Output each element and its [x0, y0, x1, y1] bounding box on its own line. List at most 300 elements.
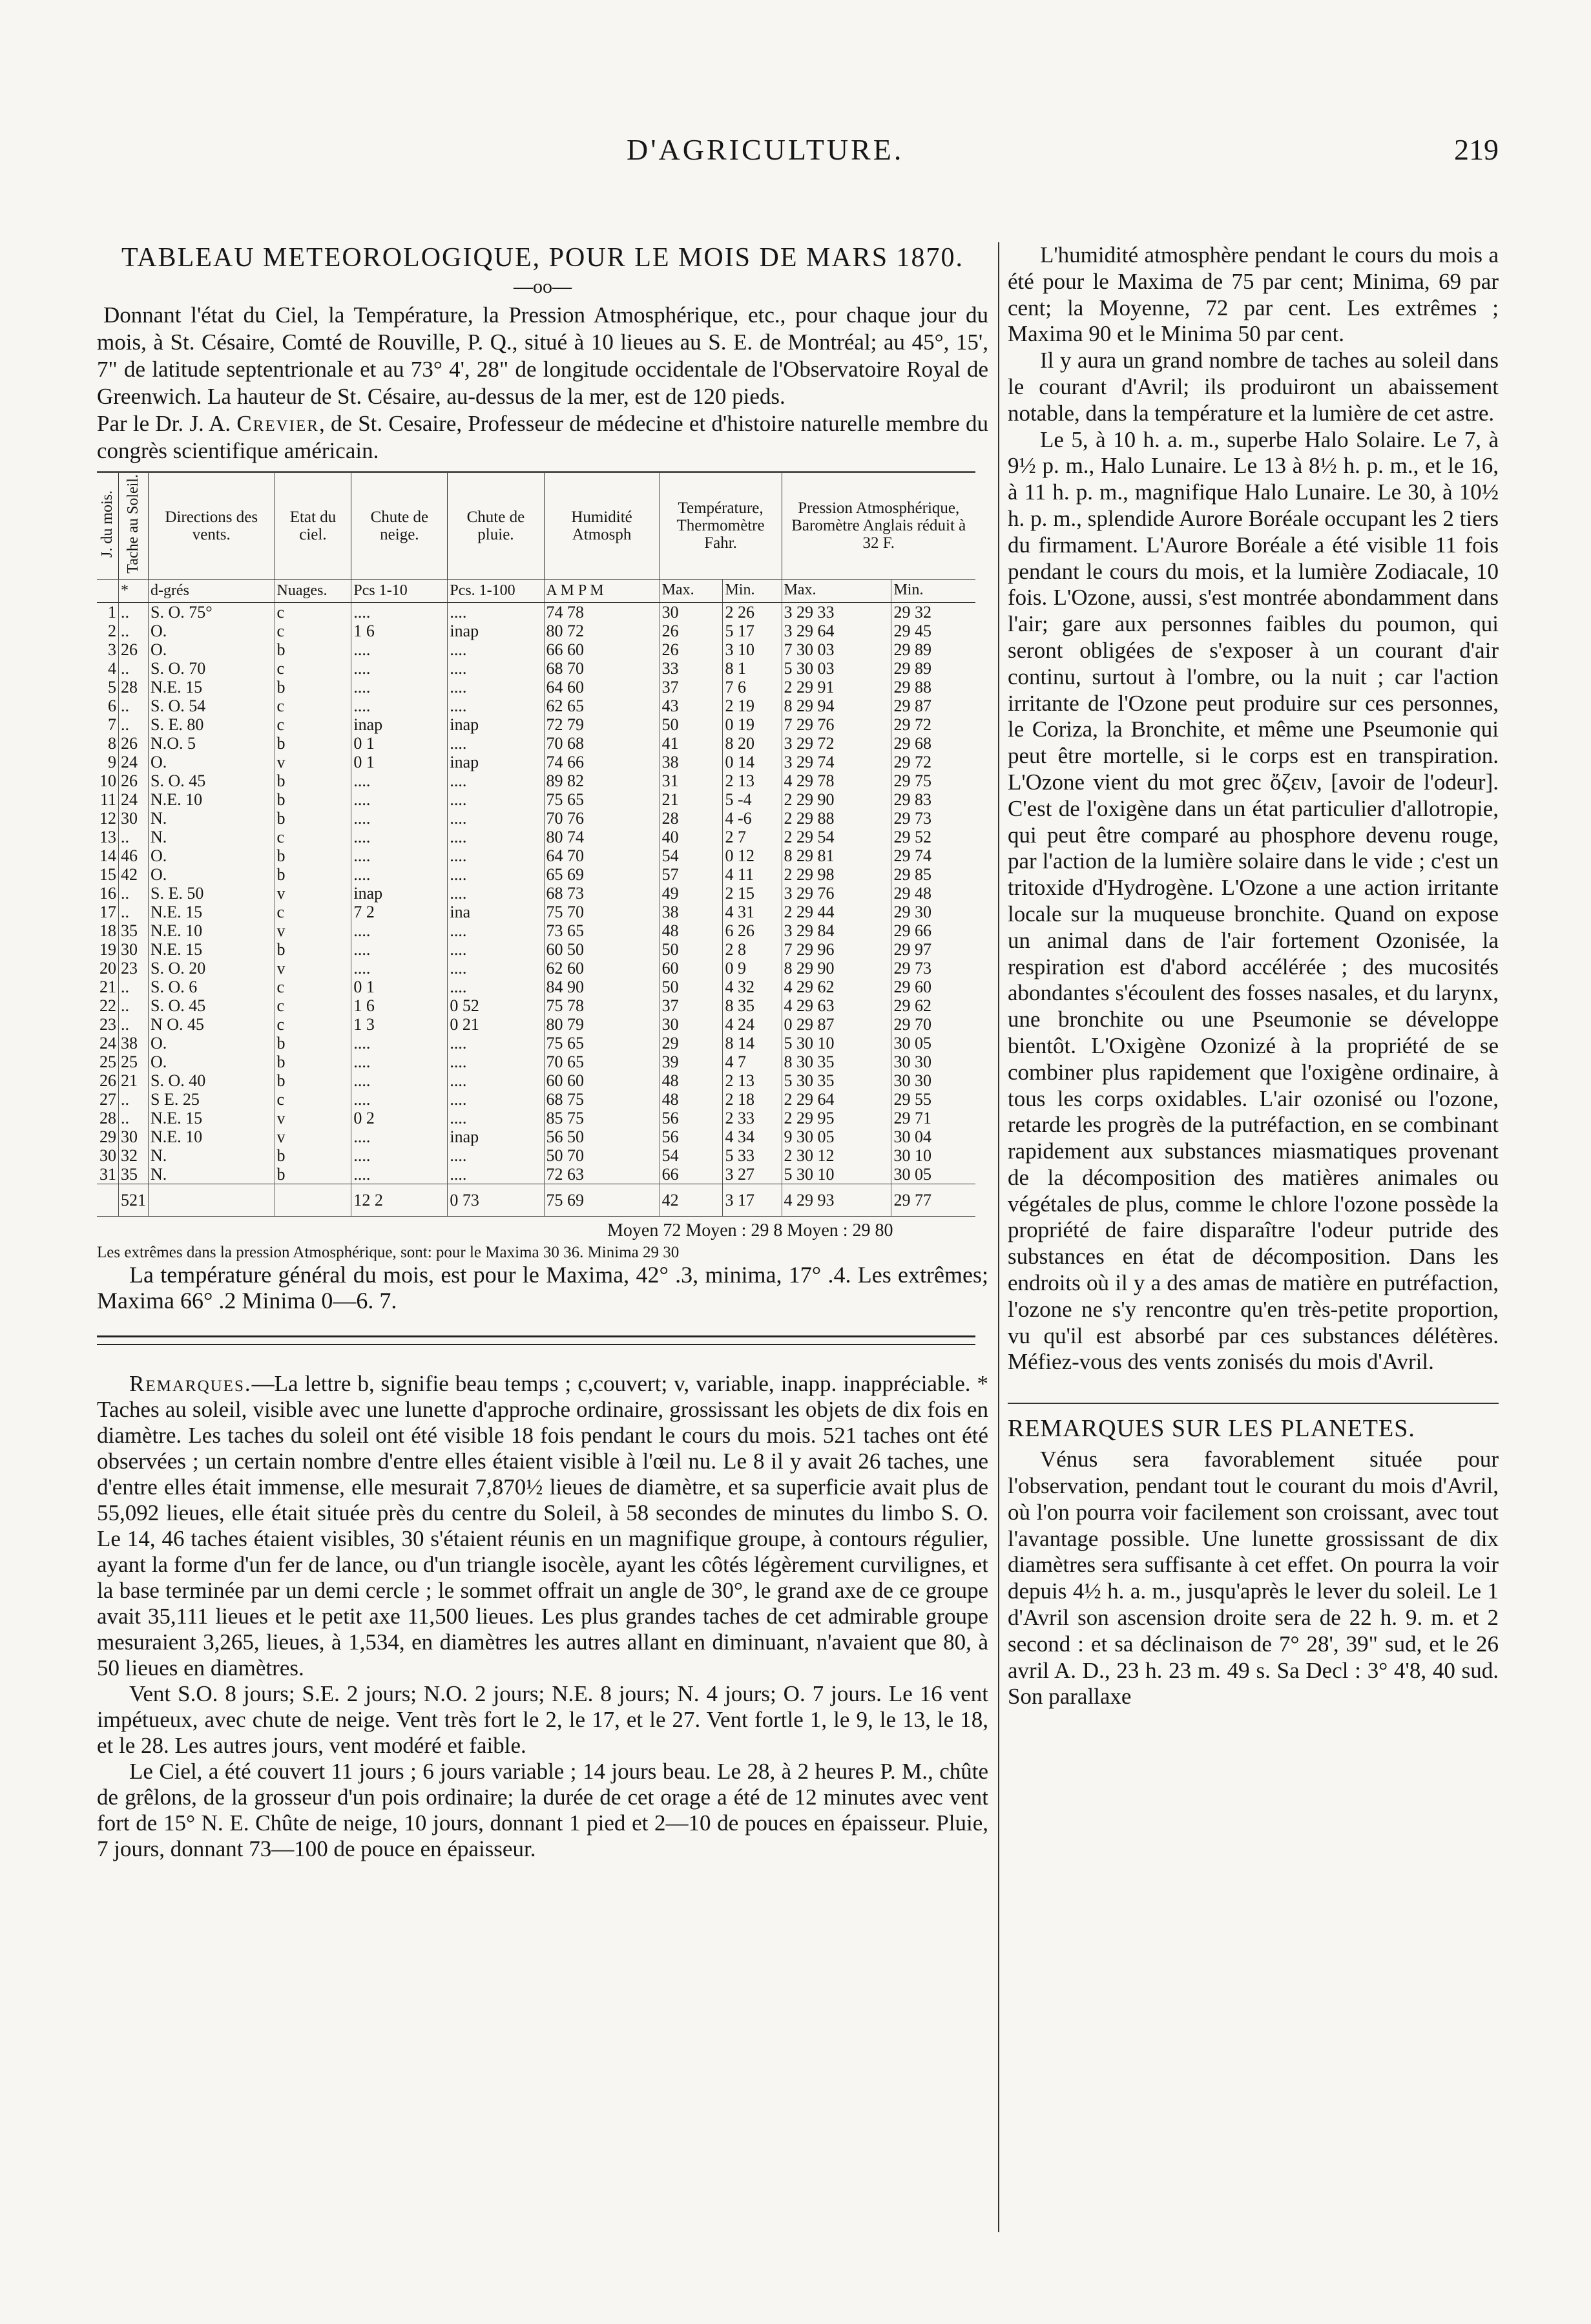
table-cell: 0 1 [351, 734, 448, 753]
table-cell: c [275, 659, 351, 678]
remarks-paragraph [97, 1371, 988, 1681]
table-cell: 29 77 [891, 1184, 975, 1216]
table-cell: .... [448, 846, 544, 865]
table-cell: 29 75 [891, 771, 975, 790]
table-cell: 15 [99, 864, 116, 884]
table-cell: d-grés [149, 579, 275, 602]
page-header [110, 132, 1499, 171]
table-cell: 50 [660, 978, 723, 996]
remarks-text: —La lettre b, signifie beau temps ; c,couvert; v, variable, inapp. inappréciable. * Taches au soleil, visible avec une lunette d'approche ordinaire, grossissant les objets de dix fois en diamètre. Les taches du soleil ont été visible 18 fois pendant le cours du mois. 521 taches ont été observées ; un certain nombre d'entre elles étaient visible à l'œil nu. Le 8 il y avait 26 taches, une d'entre elles était immense, elle mesurait 7,870½ lieues de diamètre, et sa superficie avait plus de 55,092 lieues, elle était située près du centre du Soleil, à 58 secondes de minutes du limbo S. O. Le 14, 46 taches étaient visibles, 30 s'étaient réunis en un magnifique groupe, à contours régulier, ayant la forme d'un fer de lance, ou d'un triangle isocèle, ayant les côtés légèrement curvilignes, et la base terminée par un demi cercle ; le sommet offrait un angle de 30°, le grand axe de ce groupe avait 35,111 lieues et le petit axe 11,500 lieues. Les plus grandes taches de cet admirable groupe mesuraient 3,265, lieues, à 1,534, en diamètres les autres allant en diminuant, n'avaient que 80, à 50 lieues en diamètres. [97, 1370, 988, 1680]
table-cell: Pcs 1-10 [351, 579, 448, 602]
col-jour: J. du mois. [97, 472, 119, 580]
table-cell: 38 [119, 1034, 149, 1052]
table-cell: v [275, 884, 351, 903]
table-cell: 42 [660, 1184, 723, 1216]
table-row [97, 978, 975, 996]
table-cell: 521 [119, 1184, 149, 1216]
table-cell: .. [119, 828, 149, 846]
table-cell: 30 05 [891, 1034, 975, 1052]
table-cell: .. [119, 1015, 149, 1034]
table-cell: 35 [119, 921, 149, 940]
table-cell: S. O. 45 [149, 996, 275, 1015]
humidity-paragraph: L'humidité atmosphère pendant le cours du mois a été pour le Maxima de 75 par cent; Minima, 69 par cent; la Moyenne, 72 par cent. Les extrêmes ; Maxima 90 et le Minima 50 par cent. [1008, 242, 1499, 347]
table-cell: 68 73 [544, 884, 660, 903]
table-cell: S. E. 80 [149, 715, 275, 734]
table-cell: 32 [119, 1146, 149, 1165]
table-cell: 11 [99, 790, 116, 809]
table-cell: 1 [108, 602, 116, 622]
table-cell: 26 [660, 640, 723, 659]
table-cell: 35 [119, 1165, 149, 1184]
table-cell: 24 [119, 790, 149, 809]
table-cell: 4 [108, 658, 116, 678]
table-cell: 10 [99, 771, 116, 790]
table-cell: N.E. 15 [149, 903, 275, 921]
table-cell: c [275, 696, 351, 715]
table-row [97, 884, 975, 903]
table-cell: 27 [99, 1089, 116, 1109]
table-cell: O. [149, 753, 275, 771]
table-cell: 26 [660, 622, 723, 640]
table-cell: 20 [99, 958, 116, 978]
table-cell: 0 14 [723, 753, 782, 771]
table-cell: b [275, 678, 351, 696]
table-cell: .. [119, 659, 149, 678]
table-cell: 2 13 [723, 1071, 782, 1090]
table-cell: S E. 25 [149, 1090, 275, 1109]
table-row [97, 659, 975, 678]
table-cell: 28 [660, 809, 723, 828]
table-cell: c [275, 622, 351, 640]
table-cell: 2 29 64 [782, 1090, 891, 1109]
table-cell: 54 [660, 1146, 723, 1165]
table-cell: N. [149, 1146, 275, 1165]
table-cell: .... [351, 809, 448, 828]
table-cell: inap [448, 753, 544, 771]
table-cell: S. O. 40 [149, 1071, 275, 1090]
table-cell: 29 32 [891, 602, 975, 622]
table-cell: 5 [108, 677, 116, 696]
remarks-label: Remarques. [129, 1370, 252, 1396]
table-cell: .. [119, 1090, 149, 1109]
table-cell: 75 69 [544, 1184, 660, 1216]
table-cell: 2 33 [723, 1109, 782, 1127]
table-cell: b [275, 734, 351, 753]
table-cell: 39 [660, 1052, 723, 1071]
table-cell: 4 29 78 [782, 771, 891, 790]
table-cell: 29 [660, 1034, 723, 1052]
table-cell: 29 73 [891, 959, 975, 978]
table-cell: 30 10 [891, 1146, 975, 1165]
table-cell: 13 [99, 827, 116, 846]
table-cell: .. [119, 903, 149, 921]
table-cell: .... [448, 921, 544, 940]
table-cell: 21 [660, 790, 723, 809]
table-cell: 48 [660, 1090, 723, 1109]
table-cell: .... [351, 828, 448, 846]
table-row [97, 959, 975, 978]
table-cell: 60 50 [544, 940, 660, 959]
table-cell: .... [448, 696, 544, 715]
table-cell: 30 [99, 1146, 116, 1165]
table-cell: 72 79 [544, 715, 660, 734]
table-cell: O. [149, 1052, 275, 1071]
table-cell: 2 29 90 [782, 790, 891, 809]
table-cell: Pcs. 1-100 [448, 579, 544, 602]
table-cell: 4 11 [723, 865, 782, 884]
table-row [97, 715, 975, 734]
table-cell: inap [448, 622, 544, 640]
table-cell: 26 [119, 771, 149, 790]
table-cell: 16 [99, 883, 116, 903]
table-cell: 29 88 [891, 678, 975, 696]
table-cell: N. [149, 1165, 275, 1184]
table-cell: N O. 45 [149, 1015, 275, 1034]
table-cell: 1 3 [351, 1015, 448, 1034]
table-cell: .... [448, 678, 544, 696]
table-cell: 3 17 [723, 1184, 782, 1216]
table-cell: 4 -6 [723, 809, 782, 828]
table-cell: 9 [108, 752, 116, 771]
table-cell: 29 62 [891, 996, 975, 1015]
table-cell: 30 [660, 1015, 723, 1034]
halo-ozone-paragraph: Le 5, à 10 h. a. m., superbe Halo Solaire. Le 7, à 9½ p. m., Halo Lunaire. Le 13 à 8½ h. p. m., et le 16, à 11 h. p. m., magnifique Halo Lunaire. Le 30, à 10½ h. p. m., splendide Aurore Boréale occupant les 2 tiers du firmament. L'Aurore Boréale a été visible 11 fois pendant le cours du mois, et la lumière Zodiacale, 10 fois. L'Ozone, aussi, s'est montrée abondamment dans l'air; gare aux personnes faibles du poumon, qui seront obligées de s'exposer à un courant d'air continu, surtout à l'ombre, ou la nuit ; car l'action irritante de l'Ozone peut produire sur ces personnes, le Coriza, la Bronchite, et même une Pseumonie qui peut être mortelle, si le corps est en transpiration. L'Ozone vient du mot grec ὄζειν, [avoir de l'odeur]. C'est de l'oxigène dans un état particulier d'allotropie, qui peut être comparé au phosphore devenu rouge, par l'action de la lumière solaire dans le vide ; c'est un tritoxide d'Hydrogène. L'Ozone a une action irritante locale sur la muqueuse bronchite. Quand on expose un animal dans de l'air fortement Ozonisée, la respiration est d'abord accélérée ; des mucosités abondantes s'écoulent des fosses nasales, et du larynx, une bronchite ou une Pseumonie se développe bientôt. L'Oxigène Ozonizé à la propriété de se combiner plus rapidement que l'oxigène ordinaire, à tous les corps oxidables. L'air ozonisé ou l'ozone, retarde les progrès de la putréfaction, en se combinant rapidement aux substances miasmatiques provenant de la décomposition des matières animales ou végétales de plus, comme le chlore l'ozone possède la propriété de faire disparaître l'odeur putride des substances en état de décomposition. Dans les endroits où il y a des amas de matière en putréfaction, l'ozone ne s'y rencontre qu'en très-petite proportion, vu qu'il est absorbé par ces substances délétères. Méfiez-vous des vents zonisés du mois d'Avril. [1008, 426, 1499, 1375]
table-cell: 29 89 [891, 640, 975, 659]
table-row [97, 771, 975, 790]
table-cell: O. [149, 1034, 275, 1052]
table-cell: 29 72 [891, 753, 975, 771]
table-cell: .... [351, 659, 448, 678]
table-cell: 8 30 35 [782, 1052, 891, 1071]
table-cell: 26 [119, 640, 149, 659]
table-cell: c [275, 1090, 351, 1109]
table-cell: .... [448, 809, 544, 828]
table-cell: 68 75 [544, 1090, 660, 1109]
table-cell: N.E. 10 [149, 1127, 275, 1146]
table-cell: S. O. 70 [149, 659, 275, 678]
table-cell: 31 [99, 1164, 116, 1184]
table-cell: b [275, 771, 351, 790]
table-row [97, 1015, 975, 1034]
table-cell: b [275, 1034, 351, 1052]
table-cell: 7 30 03 [782, 640, 891, 659]
table-cell: .. [119, 978, 149, 996]
table-row [97, 753, 975, 771]
table-cell: .. [119, 996, 149, 1015]
table-cell: .... [448, 959, 544, 978]
table-cell: .. [119, 715, 149, 734]
table-cell: 89 82 [544, 771, 660, 790]
table-cell: 0 52 [448, 996, 544, 1015]
table-cell: N.E. 15 [149, 678, 275, 696]
col-etat: Etat du ciel. [275, 472, 351, 580]
table-cell: 8 35 [723, 996, 782, 1015]
table-row [97, 846, 975, 865]
table-cell: 0 1 [351, 978, 448, 996]
table-cell: .... [351, 1090, 448, 1109]
table-cell: .... [351, 940, 448, 959]
table-cell: 3 29 33 [782, 602, 891, 622]
table-cell: c [275, 1015, 351, 1034]
table-cell: inap [448, 1127, 544, 1146]
table-cell: 7 2 [351, 903, 448, 921]
table-cell: 25 [119, 1052, 149, 1071]
table-cell: 80 79 [544, 1015, 660, 1034]
table-cell: S. E. 50 [149, 884, 275, 903]
table-row [97, 921, 975, 940]
table-cell: .... [448, 978, 544, 996]
table-cell: 30 [119, 940, 149, 959]
table-cell: S. O. 45 [149, 771, 275, 790]
table-cell: 65 69 [544, 865, 660, 884]
table-cell: 2 29 98 [782, 865, 891, 884]
table-cell: .... [448, 790, 544, 809]
table-cell: 7 6 [723, 678, 782, 696]
table-cell: c [275, 978, 351, 996]
table-cell: 29 71 [891, 1109, 975, 1127]
table-cell: c [275, 602, 351, 622]
table-cell: .... [448, 734, 544, 753]
table-cell: inap [448, 715, 544, 734]
table-cell: .... [351, 602, 448, 622]
table-cell: 29 97 [891, 940, 975, 959]
table-cell: 48 [660, 1071, 723, 1090]
table-cell: b [275, 865, 351, 884]
table-row [97, 696, 975, 715]
table-cell: 14 [99, 846, 116, 865]
table-cell: 9 30 05 [782, 1127, 891, 1146]
table-cell: .... [351, 846, 448, 865]
table-cell: 5 -4 [723, 790, 782, 809]
table-cell: 29 48 [891, 884, 975, 903]
table-cell: .... [448, 940, 544, 959]
table-cell: v [275, 1127, 351, 1146]
table-cell: N.E. 10 [149, 921, 275, 940]
table-author [97, 410, 988, 465]
table-cell: .... [448, 884, 544, 903]
table-cell: N. [149, 828, 275, 846]
table-cell: 70 76 [544, 809, 660, 828]
table-cell: O. [149, 865, 275, 884]
table-cell: .... [351, 678, 448, 696]
table-cell: b [275, 809, 351, 828]
sky-paragraph: Le Ciel, a été couvert 11 jours ; 6 jours variable ; 14 jours beau. Le 28, à 2 heures P. M., chûte de grêlons, de la grosseur d'un pois ordinaire; la durée de cet orage a été de 12 minutes avec vent fort de 15° N. E. Chûte de neige, 10 jours, donnant 1 pied et 2—10 de pouces en épaisseur. Pluie, 7 jours, donnant 73—100 de pouce en épaisseur. [97, 1758, 988, 1861]
table-cell: 75 65 [544, 1034, 660, 1052]
table-cell: v [275, 921, 351, 940]
meteorological-table [97, 471, 975, 1217]
table-cell: 29 73 [891, 809, 975, 828]
table-cell: 8 [108, 733, 116, 753]
table-cell: 29 66 [891, 921, 975, 940]
right-column [1008, 242, 1499, 1710]
table-cell: 0 12 [723, 846, 782, 865]
totals-row [97, 1184, 975, 1216]
table-cell: Nuages. [275, 579, 351, 602]
table-cell: 29 55 [891, 1090, 975, 1109]
pressure-extremes: Les extrêmes dans la pression Atmosphérique, sont: pour le Maxima 30 36. Minima 29 30 [97, 1243, 680, 1261]
table-row [97, 996, 975, 1015]
col-directions: Directions des vents. [149, 472, 275, 580]
table-cell: 56 50 [544, 1127, 660, 1146]
table-cell: 4 7 [723, 1052, 782, 1071]
table-row [97, 903, 975, 921]
table-cell: 30 [119, 1127, 149, 1146]
column-divider [998, 242, 999, 2232]
table-cell: .... [351, 771, 448, 790]
table-cell: 5 30 10 [782, 1034, 891, 1052]
table-cell: 1 6 [351, 622, 448, 640]
table-cell: 24 [119, 753, 149, 771]
table-cell: 5 30 10 [782, 1165, 891, 1184]
units-row [97, 579, 975, 602]
table-cell: .. [119, 622, 149, 640]
table-cell: .... [448, 1165, 544, 1184]
table-row [97, 828, 975, 846]
table-cell: 0 2 [351, 1109, 448, 1127]
table-cell: .... [351, 1071, 448, 1090]
table-cell: 29 30 [891, 903, 975, 921]
table-cell: .... [448, 865, 544, 884]
table-cell: N.E. 15 [149, 940, 275, 959]
table-row [97, 1071, 975, 1090]
table-cell: 64 70 [544, 846, 660, 865]
table-cell: S. O. 20 [149, 959, 275, 978]
col-pression: Pression Atmosphérique, Baromètre Anglais réduit à 32 F. [782, 472, 975, 580]
table-cell: b [275, 1052, 351, 1071]
table-cell: 7 [108, 715, 116, 734]
table-cell: b [275, 640, 351, 659]
table-row [97, 1165, 975, 1184]
table-cell: 3 10 [723, 640, 782, 659]
table-cell: .... [351, 1165, 448, 1184]
table-cell: 28 [119, 678, 149, 696]
table-cell: 0 9 [723, 959, 782, 978]
table-cell: 4 29 63 [782, 996, 891, 1015]
table-row [97, 940, 975, 959]
table-cell: 18 [99, 921, 116, 940]
table-cell: 40 [660, 828, 723, 846]
table-cell: c [275, 903, 351, 921]
table-cell: 68 70 [544, 659, 660, 678]
table-cell: .... [448, 602, 544, 622]
table-cell: 60 60 [544, 1071, 660, 1090]
table-cell: 57 [660, 865, 723, 884]
table-cell: 66 60 [544, 640, 660, 659]
table-cell: 30 [660, 602, 723, 622]
table-cell: c [275, 996, 351, 1015]
table-cell: b [275, 940, 351, 959]
table-cell: .... [448, 771, 544, 790]
table-cell: O. [149, 640, 275, 659]
table-cell: 2 29 91 [782, 678, 891, 696]
table-title: TABLEAU METEOROLOGIQUE, POUR LE MOIS DE MARS 1870. [121, 243, 964, 273]
table-cell: 2 7 [723, 828, 782, 846]
table-row [97, 640, 975, 659]
table-cell: 0 21 [448, 1015, 544, 1034]
table-cell: 70 65 [544, 1052, 660, 1071]
table-cell: 2 29 88 [782, 809, 891, 828]
table-cell: 0 19 [723, 715, 782, 734]
table-cell: 49 [660, 884, 723, 903]
table-cell: 64 60 [544, 678, 660, 696]
table-row [97, 1034, 975, 1052]
table-cell: 2 29 54 [782, 828, 891, 846]
table-cell: 29 45 [891, 622, 975, 640]
table-cell: .... [351, 959, 448, 978]
table-cell: 2 15 [723, 884, 782, 903]
table-cell: 50 [660, 940, 723, 959]
table-row [97, 622, 975, 640]
table-cell: 80 74 [544, 828, 660, 846]
table-cell: 50 [660, 715, 723, 734]
table-cell: Max. [782, 579, 891, 602]
table-cell: 3 29 74 [782, 753, 891, 771]
table-cell: .... [448, 1034, 544, 1052]
running-title: D'AGRICULTURE. [627, 133, 904, 166]
table-cell: v [275, 1109, 351, 1127]
table-cell: 12 2 [351, 1184, 448, 1216]
temperature-summary: La température général du mois, est pour le Maxima, 42° .3, minima, 17° .4. Les extrêmes; Maxima 66° .2 Minima 0—6. 7. [97, 1261, 988, 1314]
author-suffix: , de St. Cesaire, Professeur de médecine et d'histoire naturelle membre du congrès scientifique américain. [97, 411, 988, 463]
double-rule [97, 1335, 975, 1345]
table-cell: 41 [660, 734, 723, 753]
table-cell: O. [149, 846, 275, 865]
table-cell: 12 [99, 808, 116, 828]
table-cell: 5 33 [723, 1146, 782, 1165]
table-cell: 29 83 [891, 790, 975, 809]
table-cell: .... [351, 1034, 448, 1052]
table-cell: 8 29 94 [782, 696, 891, 715]
table-cell: 2 13 [723, 771, 782, 790]
table-row [97, 602, 975, 622]
table-cell: 8 14 [723, 1034, 782, 1052]
table-cell: 62 65 [544, 696, 660, 715]
table-row [97, 1109, 975, 1127]
table-cell: 0 1 [351, 753, 448, 771]
table-cell: b [275, 790, 351, 809]
table-cell: 56 [660, 1109, 723, 1127]
author-prefix: Par le Dr. J. A. [97, 411, 231, 436]
table-cell: v [275, 753, 351, 771]
table-cell: 43 [660, 696, 723, 715]
table-cell: .... [448, 1052, 544, 1071]
table-cell: 3 29 84 [782, 921, 891, 940]
table-cell: 3 27 [723, 1165, 782, 1184]
table-cell: 29 70 [891, 1015, 975, 1034]
table-cell: b [275, 846, 351, 865]
table-cell: 38 [660, 753, 723, 771]
table-cell: 4 29 62 [782, 978, 891, 996]
table-cell: 60 [660, 959, 723, 978]
table-cell: 2 8 [723, 940, 782, 959]
table-cell: 75 65 [544, 790, 660, 809]
planets-paragraph: Vénus sera favorablement située pour l'observation, pendant tout le courant du mois d'Avril, où l'on pourra voir facilement son croissant, avec tout l'avantage possible. Une lunette grossissant de dix diamètres sera suffisante à cet effet. On pourra la voir depuis 4½ h. a. m., jusqu'après le lever du soleil. Le 1 d'Avril son ascension droite sera de 22 h. 9. m. et 2 second : et sa déclinaison de 7° 28', 39" sud, et le 26 avril A. D., 23 h. 23 m. 49 s. Sa Decl : 3° 4'8, 40 sud. Son parallaxe [1008, 1447, 1499, 1710]
table-cell: O. [149, 622, 275, 640]
table-cell: .... [448, 640, 544, 659]
table-cell: Max. [660, 579, 723, 602]
table-row [97, 1127, 975, 1146]
table-cell: 29 [99, 1127, 116, 1146]
table-cell: 4 32 [723, 978, 782, 996]
table-cell: 26 [99, 1071, 116, 1090]
table-cell: 30 [119, 809, 149, 828]
table-cell: 4 24 [723, 1015, 782, 1034]
table-cell: 28 [99, 1108, 116, 1127]
table-cell: 56 [660, 1127, 723, 1146]
table-cell: .... [351, 1127, 448, 1146]
table-cell: N.E. 10 [149, 790, 275, 809]
table-cell: 1 6 [351, 996, 448, 1015]
